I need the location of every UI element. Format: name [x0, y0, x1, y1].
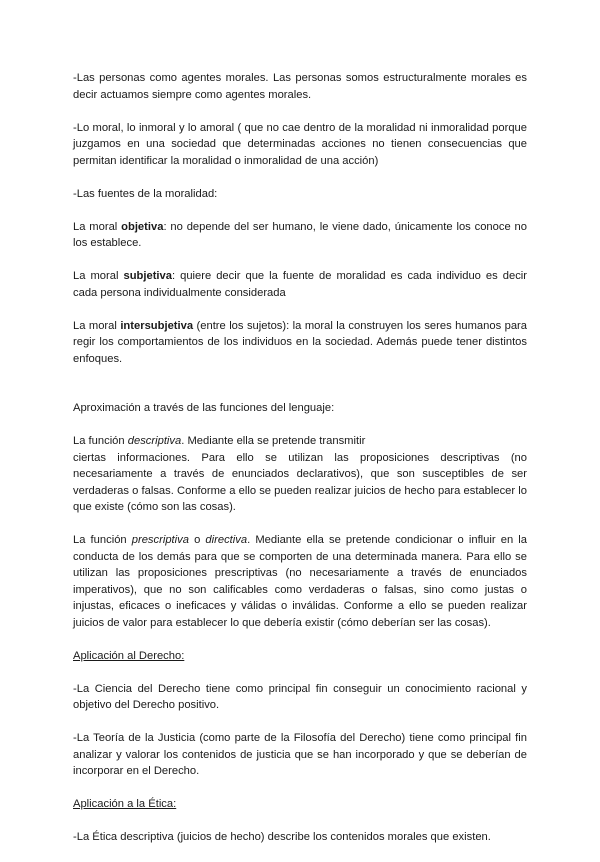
- paragraph-moral-subjetiva: [73, 268, 527, 301]
- funcion-descriptiva-text: ciertas informaciones. Para ello se utilizan las proposiciones descriptivas (no necesariamente a través de enunciados declarativos), que son susceptibles de ser verdaderas o falsas. Conforme a ello se pueden realizar juicios de hecho para establecer lo que existe (cómo son las cosas).: [73, 451, 527, 513]
- moral-intersubjetiva-term: intersubjetiva: [120, 319, 194, 332]
- paragraph-funciones-lenguaje: Aproximación a través de las funciones del lenguaje:: [73, 402, 335, 414]
- paragraph-funcion-prescriptiva: [73, 532, 527, 631]
- funcion-descriptiva-intro: . Mediante ella se pretende transmitir: [181, 435, 366, 447]
- paragraph-moral-objetiva: [73, 219, 527, 252]
- moral-subjetiva-term: subjetiva: [123, 270, 172, 282]
- moral-subjetiva-pre: La moral: [73, 270, 124, 282]
- moral-intersubjetiva-text: (entre los sujetos): la moral la construyen los seres humanos para regir los comportamientos de los individuos en la sociedad. Además puede tener distintos enfoques.: [73, 319, 528, 365]
- funcion-descriptiva-pre: La función: [73, 435, 128, 447]
- moral-objetiva-term: objetiva: [121, 220, 164, 233]
- paragraph-fuentes-moralidad: -Las fuentes de la moralidad:: [73, 187, 218, 200]
- funcion-descriptiva-first-line: [73, 433, 527, 450]
- moral-intersubjetiva-pre: La moral: [73, 319, 121, 332]
- funcion-prescriptiva-conj: o: [188, 534, 206, 546]
- funcion-directiva-term: directiva: [205, 534, 248, 546]
- moral-objetiva-text: : no depende del ser humano, le viene dado, únicamente los conoce no los establece.: [73, 220, 527, 249]
- heading-aplicacion-derecho: Aplicación al Derecho:: [73, 649, 185, 662]
- moral-objetiva-pre: La moral: [73, 220, 122, 233]
- paragraph-agentes-morales: -Las personas como agentes morales. Las personas somos estructuralmente morales es decir actuamos siempre como agentes morales.: [73, 72, 527, 101]
- moral-subjetiva-text: : quiere decir que la fuente de moralidad es cada individuo es decir cada persona individualmente considerada: [73, 270, 527, 299]
- heading-aplicacion-etica: Aplicación a la Ética:: [73, 798, 177, 810]
- paragraph-teoria-justicia: -La Teoría de la Justicia (como parte de la Filosofía del Derecho) tiene como principal fin analizar y valorar los contenidos de justicia que se han incorporado y que se deberían de incorporar en el Derecho.: [73, 732, 527, 777]
- paragraph-ciencia-derecho: -La Ciencia del Derecho tiene como principal fin conseguir un conocimiento racional y objetivo del Derecho positivo.: [73, 682, 527, 711]
- funcion-prescriptiva-pre: La función: [73, 534, 132, 546]
- funcion-prescriptiva-term: prescriptiva: [131, 534, 189, 546]
- paragraph-moral-intersubjetiva: [73, 318, 527, 368]
- funcion-descriptiva-term: descriptiva: [127, 435, 182, 447]
- paragraph-funcion-descriptiva: [73, 433, 527, 516]
- paragraph-etica-descriptiva: -La Ética descriptiva (juicios de hecho) describe los contenidos morales que existen.: [73, 831, 491, 843]
- document-page: [73, 70, 527, 862]
- funcion-prescriptiva-text: . Mediante ella se pretende condicionar o influir en la conducta de los demás para que se comporten de una determinada manera. Para ello se utilizan las proposiciones prescriptivas (no necesariamente a través de enunciados imperativos), que no son calificables como verdaderas o falsas, sino como justas o injustas, eficaces o ineficaces y válidas o inválidas. Conforme a ello se pueden realizar juicios de valor para establecer lo que debería existir (cómo deberían ser las cosas).: [73, 534, 527, 629]
- paragraph-moral-inmoral-amoral: -Lo moral, lo inmoral y lo amoral ( que no cae dentro de la moralidad ni inmoralidad porque juzgamos en una sociedad que determinadas acciones no tienen consecuencias que permitan identificar la moralidad o inmoralidad de una acción): [73, 121, 527, 167]
